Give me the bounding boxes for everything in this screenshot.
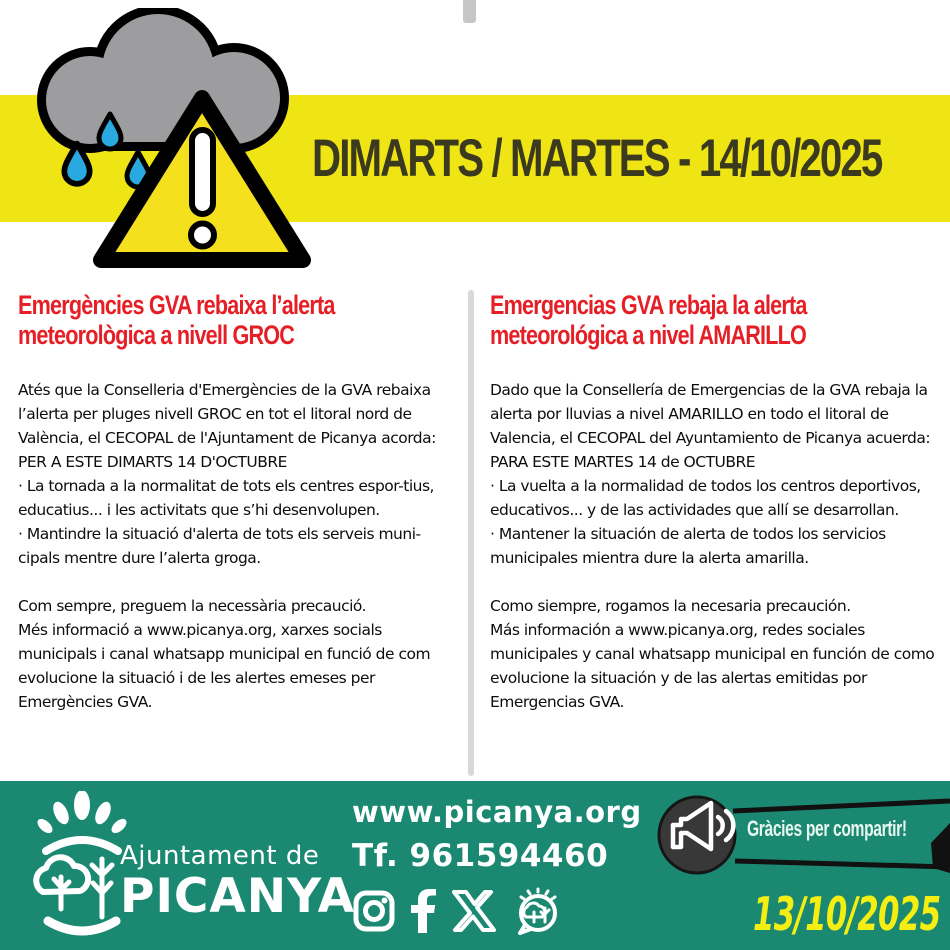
valencian-bullet-2: · Mantindre la situació d'alerta de tots els serveis muni-cipals mentre dure l’alerta groga. bbox=[18, 525, 421, 567]
footer bbox=[0, 781, 950, 950]
banner-title-wrap bbox=[312, 95, 950, 222]
spanish-bullet-1: · La vuelta a la normalidad de todos los centros deportivos, educativos... y de las actividades que allí se desarrollan. bbox=[490, 477, 921, 519]
paragraph-gap bbox=[490, 570, 940, 594]
valencian-caution: Com sempre, preguem la necessària precaució. bbox=[18, 597, 367, 615]
spanish-bullet-2: · Mantener la situación de alerta de todos los servicios municipales mientra dure la alerta amarilla. bbox=[490, 525, 886, 567]
headline-valencian-line1: Emergències GVA rebaixa l’alerta bbox=[18, 290, 335, 320]
megaphone-badge-circle bbox=[659, 797, 735, 873]
column-spanish bbox=[490, 290, 940, 714]
valencian-more-info: Més informació a www.picanya.org, xarxes socials municipals i canal whatsapp municipal en funció de com evolucione la situació i de les alertes emeses per Emergències GVA. bbox=[18, 621, 431, 711]
spanish-more-info: Más información a www.picanya.org, redes sociales municipales y canal whatsapp municipal en función de como evolucione la situación y de las alertas emitidas por Emergencias GVA. bbox=[490, 621, 935, 711]
valencian-bullet-1: · La tornada a la normalitat de tots els centres espor-tius, educatius... i les activitats que s’hi desenvolupen. bbox=[18, 477, 434, 519]
paragraph-gap bbox=[18, 570, 460, 594]
headline-valencian bbox=[18, 290, 372, 350]
x-twitter-icon bbox=[450, 889, 498, 933]
post-date: 13/10/2025 bbox=[753, 887, 941, 941]
contact-block bbox=[352, 795, 642, 936]
social-icons-row bbox=[352, 886, 642, 936]
website-text: www.picanya.org bbox=[352, 795, 642, 829]
column-valencian bbox=[18, 290, 460, 714]
phone-text: Tf. 961594460 bbox=[352, 838, 609, 874]
headline-spanish bbox=[490, 290, 850, 350]
spanish-intro: Dado que la Consellería de Emergencias de la GVA rebaja la alerta por lluvias a nivel AMARILLO en todo el litoral de Valencia, el CECOPAL del Ayuntamiento de Picanya acuerda: bbox=[490, 381, 931, 447]
spanish-date-heading: PARA ESTE MARTES 14 de OCTUBRE bbox=[490, 453, 756, 471]
headline-spanish-line2: meteorológica a nivel AMARILLO bbox=[490, 320, 807, 350]
facebook-icon bbox=[410, 889, 436, 933]
cloud-icon bbox=[46, 14, 280, 144]
org-name-bottom: PICANYA bbox=[120, 869, 356, 924]
headline-valencian-line2: meteorològica a nivell GROC bbox=[18, 320, 295, 350]
column-divider bbox=[468, 290, 474, 776]
org-name bbox=[120, 841, 356, 924]
instagram-icon bbox=[352, 889, 396, 933]
spanish-caution: Como siempre, rogamos la necesaria precaución. bbox=[490, 597, 851, 615]
headline-spanish-line1: Emergencias GVA rebaja la alerta bbox=[490, 290, 807, 320]
banner-date-title: DIMARTS / MARTES - 14/10/2025 bbox=[312, 129, 882, 188]
top-gray-tab bbox=[463, 0, 476, 23]
picanya-whatsapp-channel-icon bbox=[512, 886, 562, 936]
rain-warning-illustration-icon bbox=[8, 8, 318, 273]
org-name-top: Ajuntament de bbox=[120, 841, 320, 871]
valencian-intro: Atés que la Conselleria d'Emergències de la GVA rebaixa l’alerta per pluges nivell GROC en tot el litoral nord de València, el CECOPAL de l'Ajuntament de Picanya acorda: bbox=[18, 381, 436, 447]
valencian-date-heading: PER A ESTE DIMARTS 14 D'OCTUBRE bbox=[18, 453, 287, 471]
share-banner-text: Gràcies per compartir! bbox=[747, 816, 907, 841]
